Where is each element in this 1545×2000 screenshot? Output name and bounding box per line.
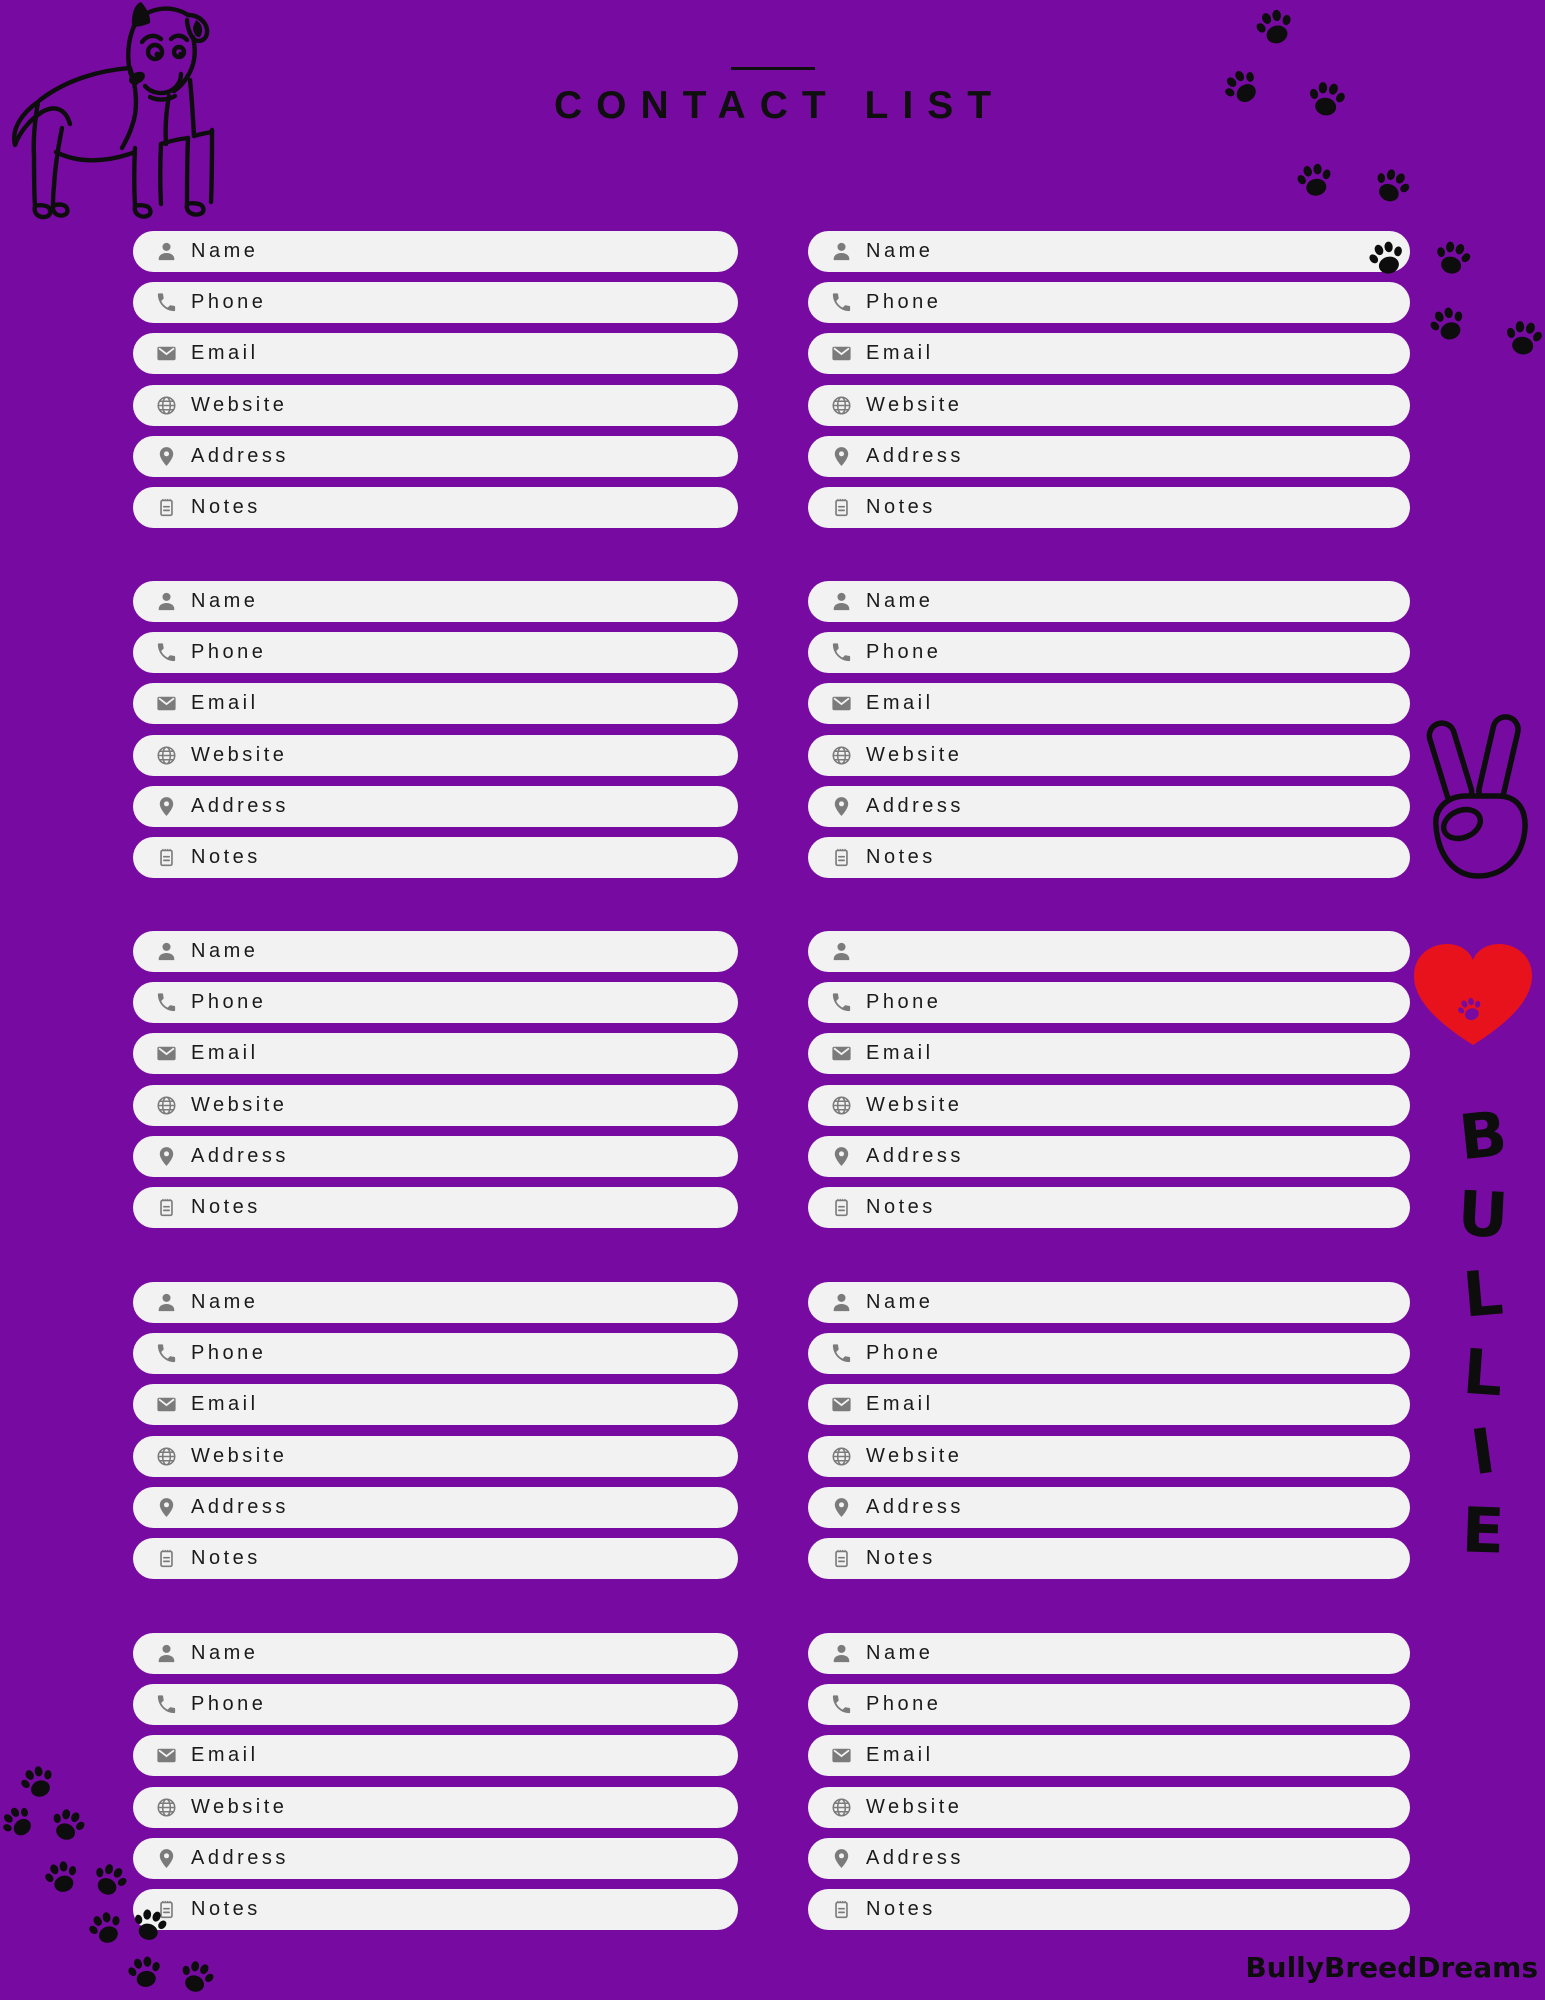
field-label-website: Website <box>191 1796 288 1818</box>
field-label-name: Name <box>191 240 259 262</box>
pin-icon <box>830 1145 853 1168</box>
field-label-email: Email <box>191 1744 259 1766</box>
field-phone[interactable] <box>808 1333 1410 1374</box>
phone-icon <box>155 1342 178 1365</box>
field-label-phone: Phone <box>191 641 267 663</box>
field-label-address: Address <box>191 795 289 817</box>
field-phone[interactable] <box>808 282 1410 323</box>
field-email[interactable] <box>808 333 1410 374</box>
field-website[interactable] <box>808 1787 1410 1828</box>
field-phone[interactable] <box>133 282 738 323</box>
field-label-website: Website <box>191 1445 288 1467</box>
pin-icon <box>830 795 853 818</box>
contact-card-r1c1 <box>133 231 738 529</box>
email-icon <box>830 692 853 715</box>
globe-icon <box>155 1796 178 1819</box>
field-name[interactable] <box>808 931 1410 972</box>
field-name[interactable] <box>133 1282 738 1323</box>
field-label-notes: Notes <box>191 1196 261 1218</box>
email-icon <box>155 1744 178 1767</box>
field-name[interactable] <box>808 581 1410 622</box>
field-website[interactable] <box>133 735 738 776</box>
side-letter: B <box>1455 1096 1511 1175</box>
globe-icon <box>155 744 178 767</box>
side-word-bullie <box>1444 1096 1522 1570</box>
contact-card-r5c1 <box>133 1633 738 1931</box>
field-label-phone: Phone <box>191 291 267 313</box>
field-email[interactable] <box>808 1384 1410 1425</box>
field-label-email: Email <box>866 692 934 714</box>
phone-icon <box>830 991 853 1014</box>
field-notes[interactable] <box>808 1889 1410 1930</box>
field-label-notes: Notes <box>866 846 936 868</box>
side-letter: U <box>1455 1176 1511 1253</box>
field-website[interactable] <box>808 735 1410 776</box>
person-icon <box>155 1291 178 1314</box>
field-label-phone: Phone <box>866 991 942 1013</box>
field-phone[interactable] <box>808 632 1410 673</box>
contact-card-r2c1 <box>133 581 738 879</box>
field-label-notes: Notes <box>866 496 936 518</box>
contact-card-r4c1 <box>133 1282 738 1580</box>
pin-icon <box>155 1496 178 1519</box>
notes-icon <box>155 846 178 869</box>
field-email[interactable] <box>133 683 738 724</box>
field-address[interactable] <box>133 786 738 827</box>
field-label-website: Website <box>866 394 963 416</box>
globe-icon <box>830 1094 853 1117</box>
pin-icon <box>155 1145 178 1168</box>
field-phone[interactable] <box>133 1333 738 1374</box>
phone-icon <box>155 991 178 1014</box>
email-icon <box>830 1744 853 1767</box>
field-email[interactable] <box>133 1033 738 1074</box>
field-notes[interactable] <box>808 1187 1410 1228</box>
person-icon <box>155 590 178 613</box>
globe-icon <box>155 1445 178 1468</box>
field-label-email: Email <box>866 342 934 364</box>
field-website[interactable] <box>133 385 738 426</box>
field-label-address: Address <box>191 1847 289 1869</box>
field-label-address: Address <box>191 445 289 467</box>
side-letter: E <box>1460 1493 1506 1568</box>
field-email[interactable] <box>133 1735 738 1776</box>
email-icon <box>155 342 178 365</box>
notes-icon <box>155 1898 178 1921</box>
contact-card-r3c2 <box>808 931 1410 1229</box>
field-address[interactable] <box>808 1838 1410 1879</box>
email-icon <box>830 1393 853 1416</box>
field-label-phone: Phone <box>191 1693 267 1715</box>
person-icon <box>830 1642 853 1665</box>
field-website[interactable] <box>133 1085 738 1126</box>
field-label-email: Email <box>866 1042 934 1064</box>
person-icon <box>830 940 853 963</box>
person-icon <box>155 940 178 963</box>
email-icon <box>155 1042 178 1065</box>
email-icon <box>155 692 178 715</box>
phone-icon <box>155 641 178 664</box>
field-label-address: Address <box>866 795 964 817</box>
notes-icon <box>155 496 178 519</box>
heart-icon <box>1406 938 1540 1050</box>
brand-signature: BullyBreedDreams <box>1245 1951 1538 1984</box>
field-notes[interactable] <box>133 1889 738 1930</box>
field-label-notes: Notes <box>191 1898 261 1920</box>
phone-icon <box>830 1342 853 1365</box>
field-phone[interactable] <box>133 632 738 673</box>
field-email[interactable] <box>808 1033 1410 1074</box>
notes-icon <box>830 846 853 869</box>
field-label-phone: Phone <box>866 1693 942 1715</box>
pin-icon <box>830 1847 853 1870</box>
field-label-name: Name <box>191 940 259 962</box>
field-notes[interactable] <box>133 1187 738 1228</box>
field-name[interactable] <box>808 231 1410 272</box>
field-notes[interactable] <box>808 487 1410 528</box>
notes-icon <box>830 496 853 519</box>
field-label-email: Email <box>191 1393 259 1415</box>
field-notes[interactable] <box>808 837 1410 878</box>
notes-icon <box>830 1547 853 1570</box>
field-label-phone: Phone <box>866 641 942 663</box>
pin-icon <box>830 445 853 468</box>
field-label-website: Website <box>191 1094 288 1116</box>
field-label-name: Name <box>191 590 259 612</box>
field-label-email: Email <box>191 342 259 364</box>
person-icon <box>830 240 853 263</box>
side-letter: L <box>1460 1334 1506 1411</box>
field-name[interactable] <box>133 1633 738 1674</box>
field-address[interactable] <box>133 1838 738 1879</box>
phone-icon <box>830 1693 853 1716</box>
notes-icon <box>830 1898 853 1921</box>
side-letter: I <box>1466 1413 1500 1490</box>
contact-card-r4c2 <box>808 1282 1410 1580</box>
field-label-phone: Phone <box>191 991 267 1013</box>
notes-icon <box>155 1196 178 1219</box>
field-label-notes: Notes <box>191 496 261 518</box>
field-label-website: Website <box>866 744 963 766</box>
field-label-address: Address <box>191 1145 289 1167</box>
field-website[interactable] <box>133 1787 738 1828</box>
notes-icon <box>830 1196 853 1219</box>
field-label-website: Website <box>191 394 288 416</box>
field-email[interactable] <box>133 333 738 374</box>
contact-card-r2c2 <box>808 581 1410 879</box>
field-notes[interactable] <box>808 1538 1410 1579</box>
field-label-notes: Notes <box>866 1898 936 1920</box>
field-email[interactable] <box>133 1384 738 1425</box>
notes-icon <box>155 1547 178 1570</box>
field-label-address: Address <box>866 1145 964 1167</box>
field-email[interactable] <box>808 683 1410 724</box>
contact-card-r5c2 <box>808 1633 1410 1931</box>
person-icon <box>155 1642 178 1665</box>
field-label-notes: Notes <box>191 846 261 868</box>
field-label-notes: Notes <box>866 1547 936 1569</box>
field-label-email: Email <box>191 1042 259 1064</box>
field-label-email: Email <box>191 692 259 714</box>
field-label-address: Address <box>866 1496 964 1518</box>
page-title: CONTACT LIST <box>553 84 1006 127</box>
field-address[interactable] <box>133 436 738 477</box>
field-label-name: Name <box>866 240 934 262</box>
field-label-name: Name <box>191 1642 259 1664</box>
pin-icon <box>830 1496 853 1519</box>
phone-icon <box>155 1693 178 1716</box>
field-phone[interactable] <box>133 1684 738 1725</box>
globe-icon <box>830 394 853 417</box>
contact-card-r3c1 <box>133 931 738 1229</box>
field-label-name: Name <box>866 1642 934 1664</box>
pin-icon <box>155 1847 178 1870</box>
person-icon <box>155 240 178 263</box>
field-phone[interactable] <box>133 982 738 1023</box>
field-address[interactable] <box>808 1487 1410 1528</box>
field-phone[interactable] <box>808 982 1410 1023</box>
field-website[interactable] <box>133 1436 738 1477</box>
field-label-address: Address <box>191 1496 289 1518</box>
field-label-name: Name <box>866 1291 934 1313</box>
field-label-website: Website <box>866 1094 963 1116</box>
phone-icon <box>155 291 178 314</box>
field-label-notes: Notes <box>191 1547 261 1569</box>
field-label-notes: Notes <box>866 1196 936 1218</box>
field-notes[interactable] <box>133 487 738 528</box>
field-label-website: Website <box>191 744 288 766</box>
peace-hand-illustration <box>1420 708 1535 893</box>
field-email[interactable] <box>808 1735 1410 1776</box>
email-icon <box>830 342 853 365</box>
globe-icon <box>155 394 178 417</box>
globe-icon <box>830 1796 853 1819</box>
field-label-website: Website <box>866 1796 963 1818</box>
email-icon <box>155 1393 178 1416</box>
field-address[interactable] <box>808 786 1410 827</box>
field-label-phone: Phone <box>866 1342 942 1364</box>
field-notes[interactable] <box>133 837 738 878</box>
field-label-name: Name <box>191 1291 259 1313</box>
field-label-website: Website <box>866 1445 963 1467</box>
field-label-phone: Phone <box>191 1342 267 1364</box>
pin-icon <box>155 795 178 818</box>
field-phone[interactable] <box>808 1684 1410 1725</box>
field-website[interactable] <box>808 385 1410 426</box>
side-letter: L <box>1460 1255 1506 1332</box>
field-name[interactable] <box>808 1282 1410 1323</box>
field-address[interactable] <box>808 436 1410 477</box>
field-name[interactable] <box>808 1633 1410 1674</box>
field-address[interactable] <box>808 1136 1410 1177</box>
field-website[interactable] <box>808 1085 1410 1126</box>
field-label-email: Email <box>866 1744 934 1766</box>
field-label-address: Address <box>866 445 964 467</box>
email-icon <box>830 1042 853 1065</box>
field-label-email: Email <box>866 1393 934 1415</box>
field-label-address: Address <box>866 1847 964 1869</box>
field-name[interactable] <box>133 931 738 972</box>
field-address[interactable] <box>133 1136 738 1177</box>
field-website[interactable] <box>808 1436 1410 1477</box>
globe-icon <box>830 744 853 767</box>
field-label-phone: Phone <box>866 291 942 313</box>
globe-icon <box>830 1445 853 1468</box>
field-notes[interactable] <box>133 1538 738 1579</box>
phone-icon <box>830 641 853 664</box>
pin-icon <box>155 445 178 468</box>
field-name[interactable] <box>133 231 738 272</box>
phone-icon <box>830 291 853 314</box>
field-label-name: Name <box>866 590 934 612</box>
person-icon <box>830 1291 853 1314</box>
field-address[interactable] <box>133 1487 738 1528</box>
person-icon <box>830 590 853 613</box>
globe-icon <box>155 1094 178 1117</box>
field-name[interactable] <box>133 581 738 622</box>
contact-card-r1c2 <box>808 231 1410 529</box>
